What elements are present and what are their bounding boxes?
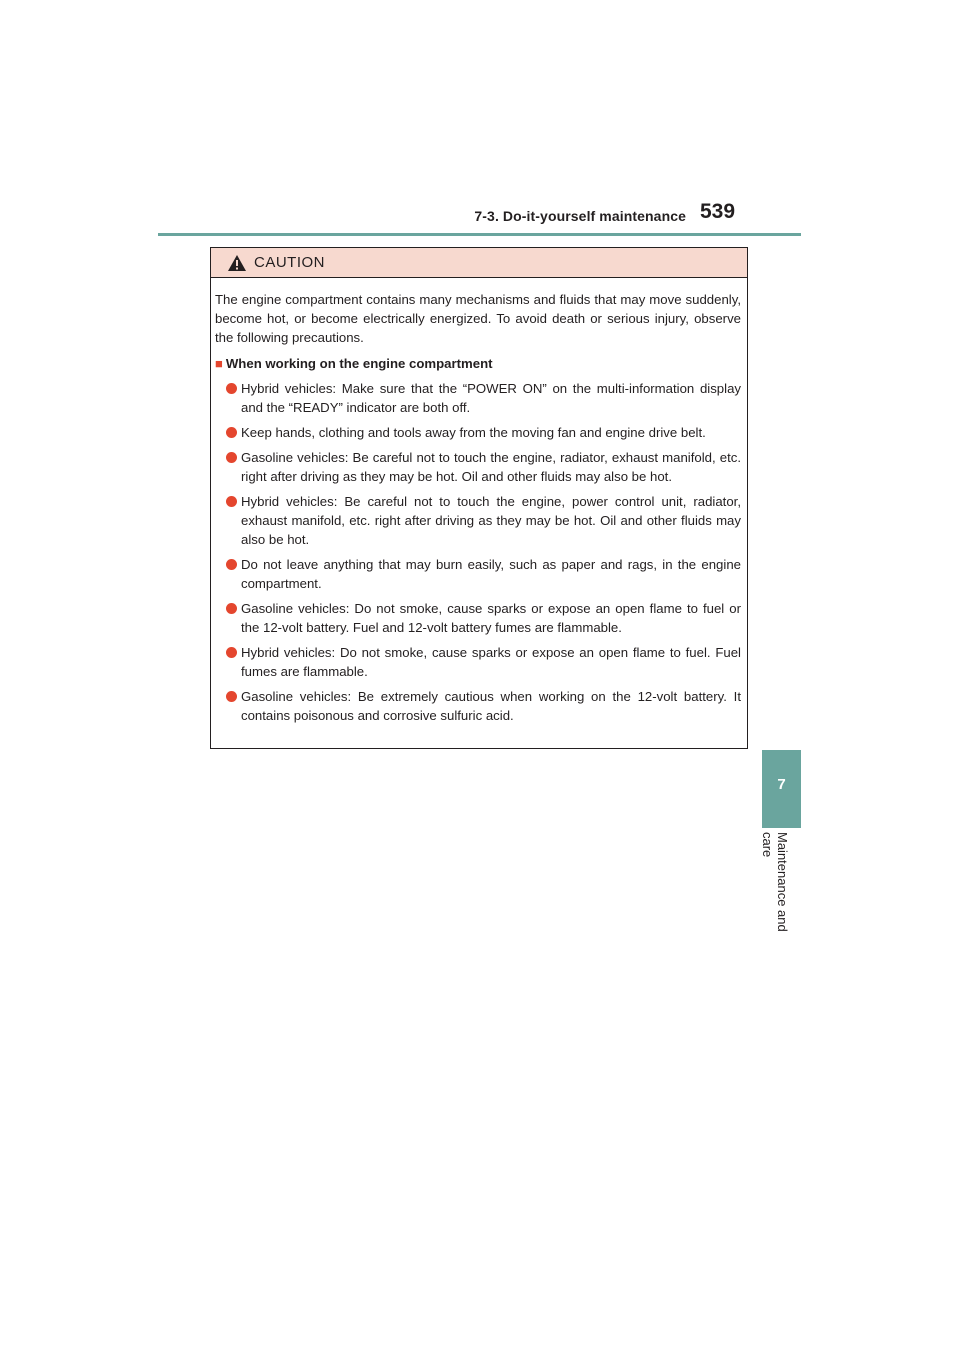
header-rule xyxy=(158,233,801,236)
bullet-text: Hybrid vehicles: Be careful not to touch the engine, power control unit, radiator, exhaust manifold, etc. right after driving as they may be hot. Oil and other fluids may also be hot. xyxy=(241,494,741,547)
list-item xyxy=(226,555,741,593)
bullet-text: Hybrid vehicles: Do not smoke, cause sparks or expose an open flame to fuel. Fuel fumes are flammable. xyxy=(241,645,741,679)
caution-intro: The engine compartment contains many mechanisms and fluids that may move suddenly, become hot, or become electrically energized. To avoid death or serious injury, observe the following precautions. xyxy=(215,292,741,345)
page-header xyxy=(0,0,960,240)
caution-header xyxy=(211,248,747,278)
list-item xyxy=(226,448,741,486)
caution-subhead xyxy=(215,354,741,373)
list-item xyxy=(226,492,741,549)
caution-box xyxy=(210,247,748,749)
section-title: 7-3. Do-it-yourself maintenance xyxy=(474,208,686,224)
list-item xyxy=(226,687,741,725)
list-item xyxy=(226,599,741,637)
bullet-text: Gasoline vehicles: Be extremely cautious when working on the 12-volt battery. It contains poisonous and corrosive sulfuric acid. xyxy=(241,689,741,723)
bullet-dot-icon xyxy=(226,559,237,570)
bullet-text: Gasoline vehicles: Be careful not to touch the engine, radiator, exhaust manifold, etc. right after driving as they may be hot. Oil and other fluids may also be hot. xyxy=(241,450,741,484)
bullet-dot-icon xyxy=(226,603,237,614)
subhead-text: When working on the engine compartment xyxy=(225,356,493,371)
bullet-dot-icon xyxy=(226,383,237,394)
bullet-dot-icon xyxy=(226,496,237,507)
bullet-dot-icon xyxy=(226,647,237,658)
bullet-dot-icon xyxy=(226,452,237,463)
warning-triangle-icon xyxy=(227,254,247,272)
chapter-number: 7 xyxy=(777,776,786,793)
chapter-tab xyxy=(762,750,801,828)
caution-body xyxy=(211,278,747,725)
list-item xyxy=(226,643,741,681)
bullet-text: Do not leave anything that may burn easily, such as paper and rags, in the engine compartment. xyxy=(241,557,741,591)
list-item xyxy=(226,379,741,417)
bullet-text: Keep hands, clothing and tools away from the moving fan and engine drive belt. xyxy=(241,425,706,440)
bullet-text: Hybrid vehicles: Make sure that the “POWER ON” on the multi-information display and the “READY” indicator are both off. xyxy=(241,381,741,415)
bullet-text: Gasoline vehicles: Do not smoke, cause sparks or expose an open flame to fuel or the 12-volt battery. Fuel and 12-volt battery fumes are flammable. xyxy=(241,601,741,635)
chapter-label: Maintenance and care xyxy=(760,832,790,932)
page-number: 539 xyxy=(700,200,736,223)
caution-title: CAUTION xyxy=(254,254,325,271)
bullet-dot-icon xyxy=(226,427,237,438)
square-bullet-icon: ■ xyxy=(215,356,223,371)
list-item xyxy=(226,423,741,442)
bullet-dot-icon xyxy=(226,691,237,702)
